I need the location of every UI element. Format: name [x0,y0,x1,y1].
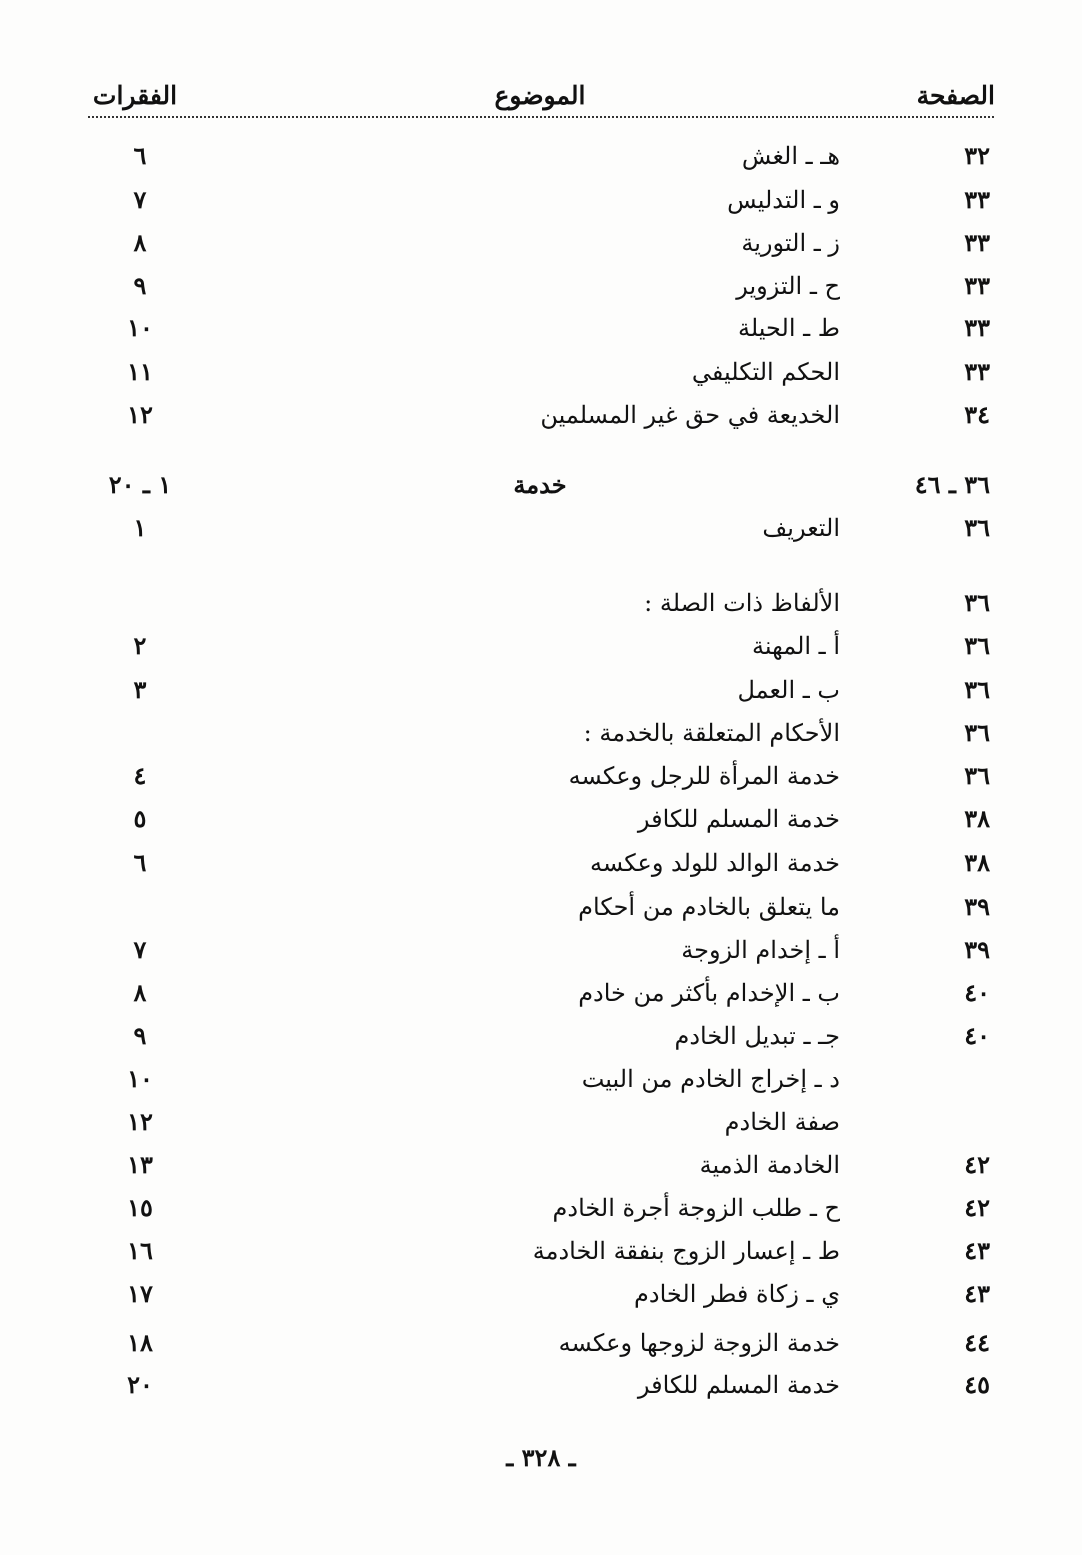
row-topic: ز ـ التورية [741,229,840,257]
row-topic: خدمة المرأة للرجل وعكسه [568,762,840,790]
index-row [0,583,1082,623]
row-topic: الأحكام المتعلقة بالخدمة : [583,719,840,747]
row-page: ٣٣ [964,271,990,300]
row-page: ٣٦ [964,631,990,660]
row-page: ٣٢ [964,141,990,170]
row-page: ٣٦ [964,718,990,747]
index-row [0,1188,1082,1228]
row-topic: ح ـ طلب الزوجة أجرة الخادم [552,1194,840,1222]
index-row [0,930,1082,970]
index-row [0,756,1082,796]
index-row [0,713,1082,753]
row-paragraph: ٥ [133,804,147,833]
row-page: ٣٦ [964,588,990,617]
row-page: ٣٦ ـ ٤٦ [914,470,990,499]
index-row [0,1102,1082,1142]
column-header-topic: الموضوع [494,81,586,110]
row-page: ٤٠ [964,978,990,1007]
row-paragraph: ٩ [133,271,147,300]
row-topic: ب ـ العمل [737,676,840,704]
row-topic: الخديعة في حق غير المسلمين [540,401,840,429]
row-page: ٣٣ [964,228,990,257]
row-page: ٣٦ [964,513,990,542]
row-topic: التعريف [762,514,840,542]
row-page: ٤٣ [964,1236,990,1265]
section-heading-row [0,465,1082,505]
index-row [0,308,1082,348]
row-topic: الخادمة الذمية [699,1151,840,1179]
row-page: ٤٠ [964,1021,990,1050]
row-topic: ط ـ الحيلة [737,314,840,342]
row-page: ٣٨ [964,804,990,833]
row-topic: أ ـ إخدام الزوجة [681,936,840,964]
index-row [0,1323,1082,1363]
row-paragraph: ٨ [133,978,147,1007]
row-page: ٤٣ [964,1279,990,1308]
column-header-paragraphs: الفقرات [92,81,178,110]
row-page: ٣٦ [964,761,990,790]
row-topic: ما يتعلق بالخادم من أحكام [578,893,840,921]
row-paragraph: ١٨ [127,1328,153,1357]
row-topic: ي ـ زكاة فطر الخادم [634,1280,840,1308]
row-paragraph: ٤ [133,761,147,790]
index-row [0,266,1082,306]
index-row [0,887,1082,927]
row-page: ٣٦ [964,675,990,704]
row-page: ٣٣ [964,357,990,386]
index-row [0,1016,1082,1056]
row-paragraph: ٢٠ [127,1370,153,1399]
index-row [0,223,1082,263]
row-paragraph: ١٦ [127,1236,153,1265]
row-page: ٤٥ [964,1370,990,1399]
row-topic: جـ ـ تبديل الخادم [674,1022,840,1050]
index-row [0,973,1082,1013]
row-topic: هـ ـ الغش [741,142,840,170]
row-topic: ب ـ الإخدام بأكثر من خادم [578,979,840,1007]
page-number: ـ ٣٢٨ ـ [506,1443,576,1472]
index-row [0,670,1082,710]
row-paragraph: ١٢ [127,1107,153,1136]
row-paragraph: ١ [133,513,147,542]
column-header-page: الصفحة [916,81,995,110]
row-paragraph: ١١ [127,357,153,386]
row-paragraph: ١٣ [127,1150,153,1179]
row-topic: الألفاظ ذات الصلة : [644,589,840,617]
row-page: ٤٤ [964,1328,990,1357]
index-row [0,180,1082,220]
row-topic: و ـ التدليس [727,186,840,214]
section-title: خدمة [513,470,567,499]
index-row [0,1231,1082,1271]
row-page: ٣٩ [964,892,990,921]
row-topic: ط ـ إعسار الزوج بنفقة الخادمة [532,1237,840,1265]
row-paragraph: ١٧ [127,1279,153,1308]
row-paragraph: ١٠ [127,313,153,342]
row-topic: أ ـ المهنة [752,632,840,660]
dotted-separator [88,116,994,118]
row-topic: خدمة الوالد للولد وعكسه [589,849,840,877]
index-row [0,1274,1082,1314]
index-row [0,395,1082,435]
row-paragraph: ١٥ [127,1193,153,1222]
index-row [0,352,1082,392]
row-topic: خدمة المسلم للكافر [637,1371,840,1399]
index-row [0,843,1082,883]
row-paragraph: ٦ [133,141,147,170]
row-page: ٣٤ [964,400,990,429]
row-topic: صفة الخادم [724,1108,840,1136]
row-paragraph: ٧ [133,185,147,214]
row-paragraph: ٣ [133,675,147,704]
row-page: ٤٢ [964,1150,990,1179]
row-paragraph: ١٢ [127,400,153,429]
row-topic: خدمة الزوجة لزوجها وعكسه [558,1329,840,1357]
row-paragraph: ١٠ [127,1064,153,1093]
row-page: ٣٣ [964,185,990,214]
row-page: ٣٩ [964,935,990,964]
index-row [0,136,1082,176]
row-paragraph: ٩ [133,1021,147,1050]
row-page: ٣٨ [964,848,990,877]
row-paragraph: ٧ [133,935,147,964]
row-paragraph: ١ ـ ٢٠ [108,470,172,499]
index-row [0,1365,1082,1405]
row-page: ٤٢ [964,1193,990,1222]
row-paragraph: ٢ [133,631,147,660]
row-topic: ح ـ التزوير [736,272,840,300]
row-topic: خدمة المسلم للكافر [637,805,840,833]
row-topic: الحكم التكليفي [691,358,840,386]
index-row [0,508,1082,548]
index-row [0,626,1082,666]
index-row [0,1145,1082,1185]
row-page: ٣٣ [964,313,990,342]
row-topic: د ـ إخراج الخادم من البيت [581,1065,840,1093]
row-paragraph: ٨ [133,228,147,257]
index-row [0,1059,1082,1099]
row-paragraph: ٦ [133,848,147,877]
index-row [0,799,1082,839]
